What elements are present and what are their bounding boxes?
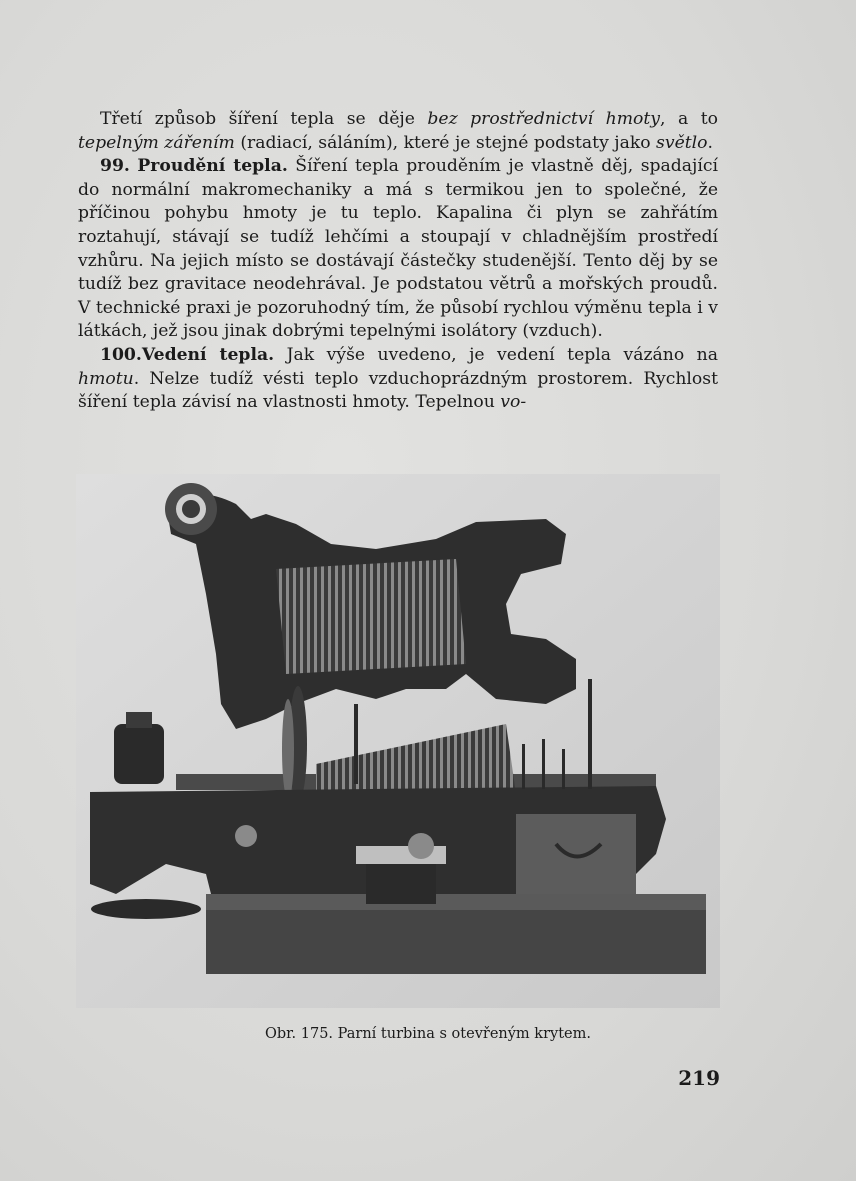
figure-caption: Obr. 175. Parní turbina s otevřeným krytem.	[265, 1026, 591, 1042]
paragraph-convection	[78, 155, 718, 344]
emphasis-text: světlo	[656, 132, 708, 153]
section-heading: Proudění tepla.	[137, 156, 288, 177]
text-run: .	[707, 132, 713, 153]
emphasis-text: hmotu	[78, 368, 134, 389]
turbine-illustration	[76, 474, 720, 1008]
turbine-photo	[76, 474, 720, 1008]
text-run: Třetí způsob šíření tepla se děje	[100, 109, 428, 129]
text-run: . Nelze tudíž vésti teplo vzduchoprázdným prostorem. Rychlost šíření tepla závisí na vlastnosti hmoty. Tepelnou	[78, 368, 718, 413]
emphasis-text: bez prostřednictví hmoty	[427, 109, 660, 129]
section-heading: Vedení tepla.	[141, 344, 275, 365]
paragraph-conduction	[78, 344, 718, 415]
paragraph-radiation	[78, 108, 718, 155]
body-text	[78, 108, 718, 415]
section-number: 99.	[100, 156, 130, 177]
page-number: 219	[678, 1066, 720, 1090]
text-run: , a to	[659, 109, 718, 129]
emphasis-text: tepelným zářením	[78, 132, 235, 153]
emphasis-text: vo-	[500, 392, 527, 413]
text-run: Jak výše uvedeno, je vedení tepla vázáno na	[274, 344, 718, 365]
text-run: Šíření tepla prouděním je vlastně děj, spadající do normální makromechaniky a má s termikou jen to společné, že příčinou pohybu hmoty je tu teplo. Kapalina či plyn se zahřátím roztahují, stávají se tudíž lehčími a stoupají v chladnějším prostředí vzhůru. Na jejich místo se dostávají částečky studenější. Tento děj by se tudíž bez gravitace neodehrával. Je podstatou větrů a mořských proudů. V technické praxi je pozoruhodný tím, že působí rychlou výměnu tepla i v látkách, jež jsou jinak dobrými tepelnými isolátory (vzduch).	[78, 156, 718, 342]
text-run: (radiací, sáláním), které je stejné podstaty jako	[234, 132, 657, 153]
section-number: 100.	[100, 344, 142, 365]
